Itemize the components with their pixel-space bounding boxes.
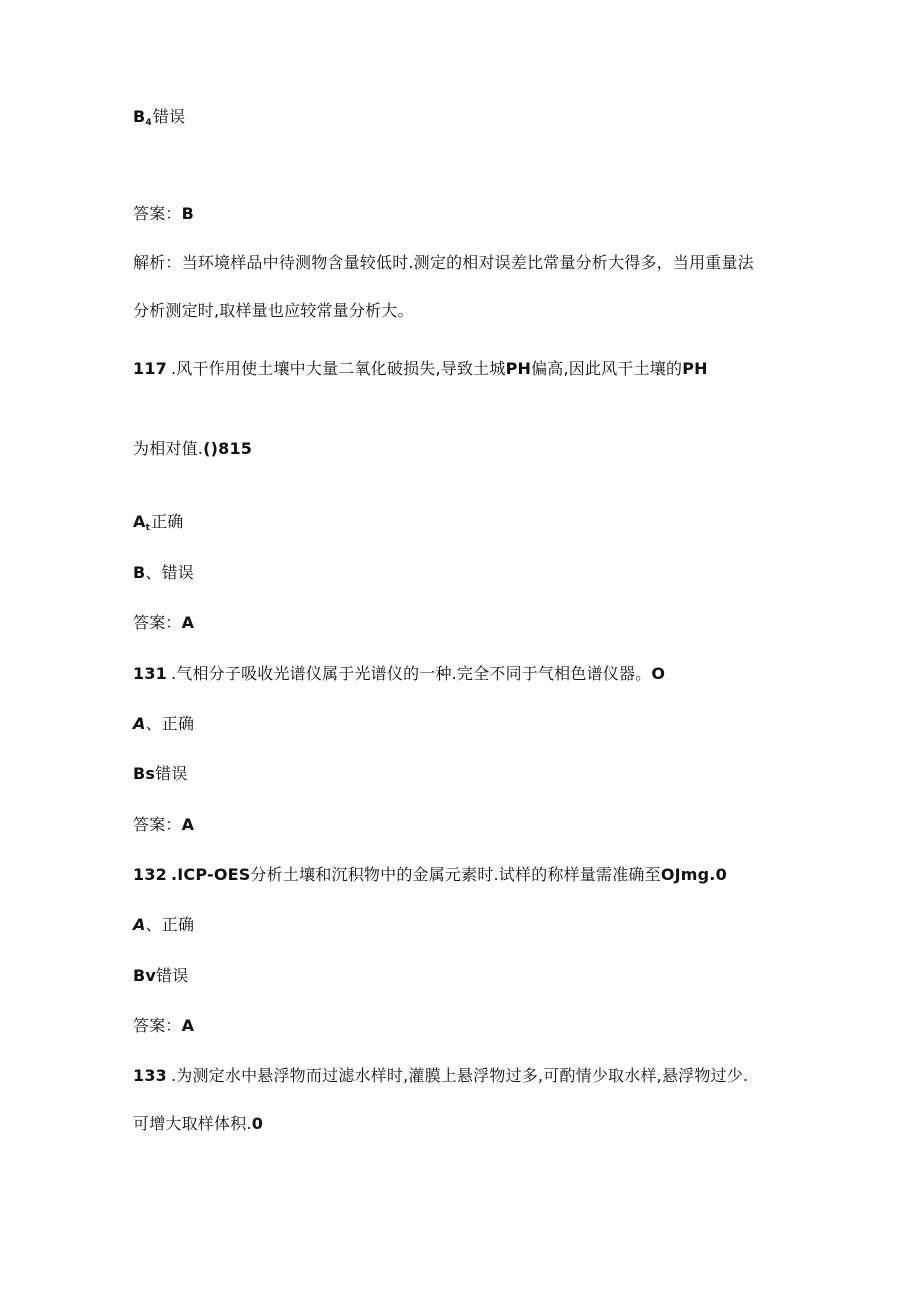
answer-value: A <box>181 815 195 834</box>
explanation-text: 分析测定时,取样量也应较常量分析大。 <box>133 301 414 320</box>
question-number: 131 <box>133 664 167 683</box>
option-text: 错误 <box>156 966 189 985</box>
option-letter: B <box>133 107 146 126</box>
question-117 <box>133 359 708 379</box>
answer-value: B <box>181 204 195 223</box>
question-132 <box>133 865 727 885</box>
answer-line <box>133 613 194 633</box>
option-subscript: t <box>145 523 151 533</box>
question-text: 分析土壤和沉积物中的金属元素时.试样的称样量需准确至 <box>250 865 661 884</box>
option-text: 、错误 <box>145 563 195 582</box>
option-b-line <box>133 966 188 986</box>
question-number: 132 <box>133 865 167 884</box>
option-a-line <box>133 714 194 734</box>
option-letter: A <box>133 512 146 531</box>
question-text: .风干作用使土壤中大量二氧化破损失,导致土城 <box>171 359 506 378</box>
option-b-line <box>133 764 188 784</box>
answer-line <box>133 204 194 224</box>
option-subscript: 4 <box>145 118 152 128</box>
answer-label: 答案： <box>133 1016 182 1035</box>
question-tail: 0 <box>251 1114 264 1133</box>
option-text: 错误 <box>155 764 188 783</box>
question-term: .ICP-OES <box>171 865 251 884</box>
question-term: PH <box>505 359 532 378</box>
answer-value: A <box>181 1016 195 1035</box>
answer-value: A <box>181 613 195 632</box>
option-letter: A <box>133 714 146 733</box>
question-text: 偏高,因此风干土壤的 <box>531 359 683 378</box>
question-131 <box>133 664 665 684</box>
question-term: PH <box>682 359 708 378</box>
option-a-line <box>133 512 184 535</box>
question-133-continuation <box>133 1114 263 1134</box>
answer-line <box>133 815 194 835</box>
question-text: 为相对值. <box>133 439 204 458</box>
question-number: 133 <box>133 1066 167 1085</box>
option-text: 正确 <box>151 512 184 531</box>
explanation-line-1 <box>133 253 754 273</box>
question-tail: O <box>651 664 666 683</box>
explanation-text: 解析：当环境样品中待测物含量较低时.测定的相对误差比常量分析大得多，当用重量法 <box>133 253 754 272</box>
option-letter: Bv <box>133 966 157 985</box>
option-letter: B <box>133 563 146 582</box>
question-tail: ()815 <box>203 439 253 458</box>
question-text: 可增大取样体积. <box>133 1114 252 1133</box>
question-text: .气相分子吸收光谱仪属于光谱仪的一种.完全不同于气相色谱仪器。 <box>171 664 652 683</box>
option-letter: Bs <box>133 764 156 783</box>
question-117-continuation <box>133 439 252 459</box>
question-133 <box>133 1066 748 1086</box>
option-b-line <box>133 107 185 130</box>
explanation-line-2 <box>133 301 414 321</box>
answer-label: 答案： <box>133 815 182 834</box>
option-text: 错误 <box>152 107 186 126</box>
option-a-line <box>133 915 194 935</box>
option-letter: A <box>133 915 146 934</box>
question-tail: OJmg.0 <box>660 865 727 884</box>
question-text: .为测定水中悬浮物而过滤水样时,灌膜上悬浮物过多,可酌情少取水样,悬浮物过少. <box>171 1066 749 1085</box>
option-b-line <box>133 563 194 583</box>
answer-label: 答案： <box>133 613 182 632</box>
answer-line <box>133 1016 194 1036</box>
option-text: 、正确 <box>145 915 195 934</box>
option-text: 、正确 <box>145 714 195 733</box>
question-number: 117 <box>133 359 167 378</box>
answer-label: 答案： <box>133 204 182 223</box>
